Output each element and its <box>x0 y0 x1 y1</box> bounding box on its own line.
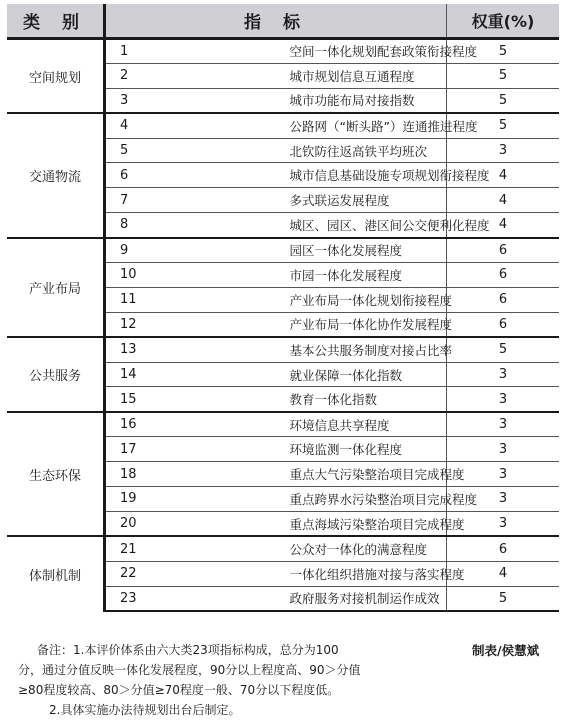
indicator-name: 政府服务对接机制运作成效 <box>276 586 447 611</box>
indicator-number: 2 <box>105 63 276 88</box>
indicator-name: 一体化组织措施对接与落实程度 <box>276 561 447 586</box>
category-cell: 交通物流 <box>7 113 105 237</box>
indicator-number: 11 <box>105 287 276 312</box>
indicator-weight: 5 <box>447 586 560 611</box>
indicator-weight: 6 <box>447 287 560 312</box>
indicator-number: 20 <box>105 511 276 536</box>
note-line-2: 分，通过分值反映一体化发展程度，90分以上程度高、90＞分值 <box>18 663 361 677</box>
indicator-name: 就业保障一体化指数 <box>276 362 447 387</box>
indicator-number: 16 <box>105 412 276 437</box>
indicator-number: 8 <box>105 213 276 238</box>
indicator-name: 公众对一体化的满意程度 <box>276 536 447 561</box>
indicator-name: 产业布局一体化协作发展程度 <box>276 312 447 337</box>
indicator-weight: 4 <box>447 561 560 586</box>
category-cell: 空间规划 <box>7 39 105 114</box>
indicator-name: 重点跨界水污染整治项目完成程度 <box>276 487 447 512</box>
indicator-weight: 6 <box>447 238 560 263</box>
indicator-weight: 5 <box>447 63 560 88</box>
indicator-weight: 3 <box>447 511 560 536</box>
indicator-weight: 3 <box>447 387 560 412</box>
indicator-number: 18 <box>105 462 276 487</box>
indicator-name: 多式联运发展程度 <box>276 188 447 213</box>
table-row <box>7 412 559 437</box>
indicator-weight: 6 <box>447 536 560 561</box>
indicator-weight: 3 <box>447 487 560 512</box>
table-row <box>7 113 559 138</box>
indicator-name: 北钦防往返高铁平均班次 <box>276 138 447 163</box>
category-cell: 生态环保 <box>7 412 105 536</box>
indicator-number: 14 <box>105 362 276 387</box>
indicator-name: 空间一体化规划配套政策衔接程度 <box>276 39 447 64</box>
note-line-3: ≥80程度较高、80＞分值≥70程度一般、70分以下程度低。 <box>18 683 340 697</box>
header-indicator: 指 标 <box>105 4 447 39</box>
table-header-row <box>7 4 559 39</box>
indicator-number: 13 <box>105 337 276 362</box>
indicator-weight: 3 <box>447 138 560 163</box>
indicator-weight: 5 <box>447 337 560 362</box>
indicator-weight: 3 <box>447 412 560 437</box>
note-line-4: 2.具体实施办法待规划出台后制定。 <box>49 703 241 717</box>
indicator-name: 环境监测一体化程度 <box>276 437 447 462</box>
indicator-name: 城市规划信息互通程度 <box>276 63 447 88</box>
table-row <box>7 39 559 64</box>
category-cell: 体制机制 <box>7 536 105 611</box>
indicator-name: 重点大气污染整治项目完成程度 <box>276 462 447 487</box>
header-category: 类 别 <box>7 4 105 39</box>
indicator-name: 重点海域污染整治项目完成程度 <box>276 511 447 536</box>
indicator-number: 17 <box>105 437 276 462</box>
indicator-number: 5 <box>105 138 276 163</box>
indicator-weight: 6 <box>447 312 560 337</box>
category-cell: 产业布局 <box>7 238 105 338</box>
indicator-number: 3 <box>105 88 276 113</box>
indicator-weight: 4 <box>447 163 560 188</box>
indicator-name: 城市功能布局对接指数 <box>276 88 447 113</box>
indicator-number: 10 <box>105 263 276 288</box>
category-cell: 公共服务 <box>7 337 105 412</box>
indicator-name: 教育一体化指数 <box>276 387 447 412</box>
table-row <box>7 238 559 263</box>
indicator-number: 1 <box>105 39 276 64</box>
indicator-number: 7 <box>105 188 276 213</box>
indicator-number: 15 <box>105 387 276 412</box>
indicator-name: 环境信息共享程度 <box>276 412 447 437</box>
indicator-name: 基本公共服务制度对接占比率 <box>276 337 447 362</box>
indicator-name: 产业布局一体化规划衔接程度 <box>276 287 447 312</box>
indicator-number: 23 <box>105 586 276 611</box>
indicator-name: 市园一体化发展程度 <box>276 263 447 288</box>
header-weight: 权重(%) <box>447 4 560 39</box>
indicator-weight: 4 <box>447 188 560 213</box>
indicator-number: 4 <box>105 113 276 138</box>
table-row <box>7 536 559 561</box>
indicator-table <box>7 4 559 612</box>
indicator-name: 城市信息基础设施专项规划衔接程度 <box>276 163 447 188</box>
indicator-weight: 5 <box>447 39 560 64</box>
indicator-number: 6 <box>105 163 276 188</box>
indicator-number: 12 <box>105 312 276 337</box>
indicator-number: 9 <box>105 238 276 263</box>
note-line-1: 备注：1.本评价体系由六大类23项指标构成，总分为100 <box>37 643 339 657</box>
indicator-weight: 3 <box>447 462 560 487</box>
table-row <box>7 337 559 362</box>
indicator-name: 城区、园区、港区间公交便利化程度 <box>276 213 447 238</box>
table-body <box>7 39 559 611</box>
indicator-number: 21 <box>105 536 276 561</box>
indicator-weight: 5 <box>447 113 560 138</box>
indicator-weight: 4 <box>447 213 560 238</box>
indicator-name: 公路网（“断头路”）连通推进程度 <box>276 113 447 138</box>
table-credit: 制表/侯慧斌 <box>472 643 540 658</box>
indicator-number: 19 <box>105 487 276 512</box>
indicator-weight: 3 <box>447 362 560 387</box>
indicator-weight: 5 <box>447 88 560 113</box>
indicator-weight: 6 <box>447 263 560 288</box>
indicator-weight: 3 <box>447 437 560 462</box>
indicator-number: 22 <box>105 561 276 586</box>
indicator-name: 园区一体化发展程度 <box>276 238 447 263</box>
